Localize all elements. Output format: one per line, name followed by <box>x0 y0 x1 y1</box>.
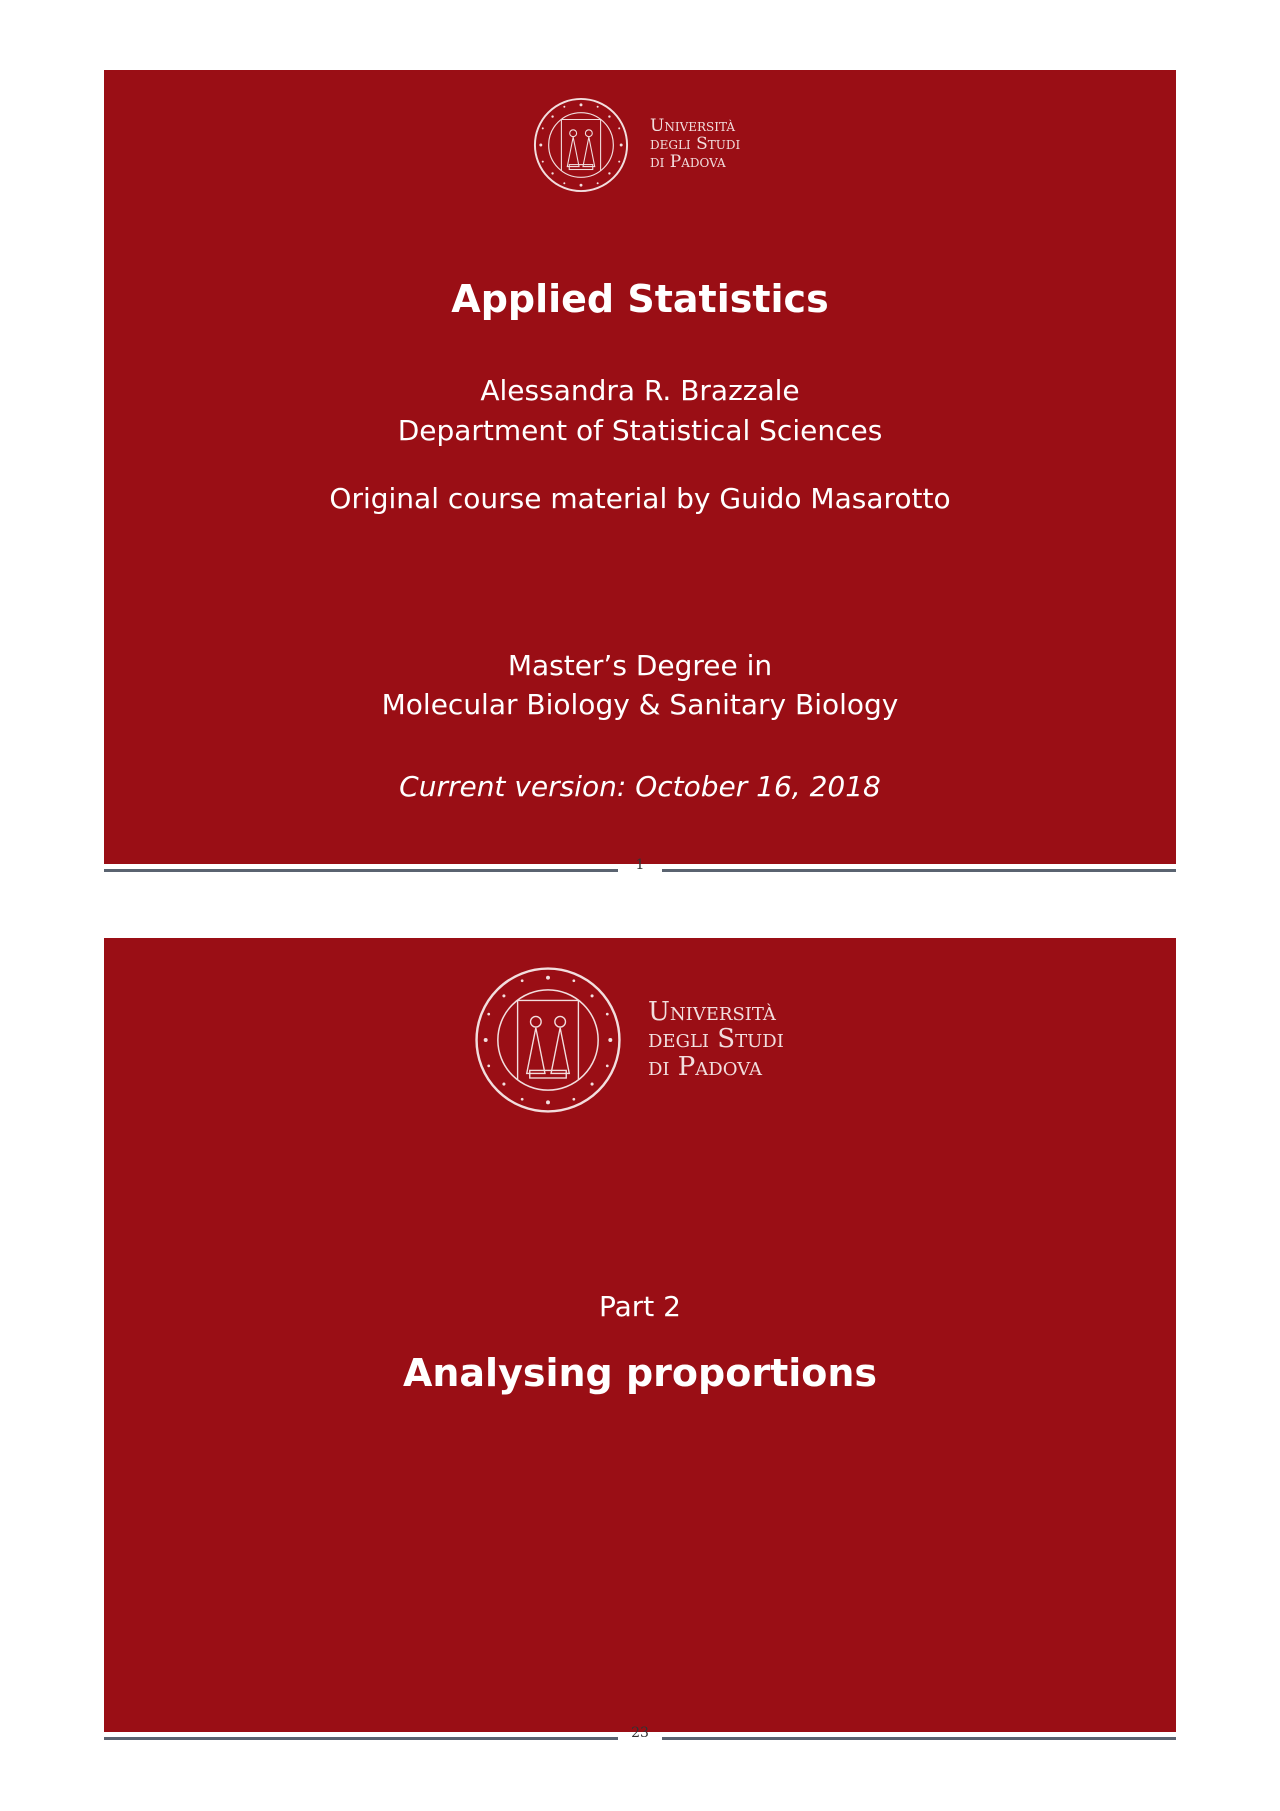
author-name: Alessandra R. Brazzale <box>480 374 800 407</box>
part-label: Part 2 <box>599 1290 681 1323</box>
university-name <box>648 999 784 1081</box>
logo-line-2: degli Studi <box>648 1024 784 1055</box>
university-logo <box>472 964 784 1116</box>
page-number: 23 <box>631 1725 649 1741</box>
course-credit: Original course material by Guido Masarotto <box>329 482 951 515</box>
logo-line-1: Università <box>648 997 776 1028</box>
version-date: Current version: October 16, 2018 <box>399 770 881 803</box>
title-slide <box>104 70 1176 864</box>
department-name: Department of Statistical Sciences <box>397 414 883 447</box>
page-number: 1 <box>635 857 645 873</box>
logo-line-3: di Padova <box>648 1051 762 1082</box>
footer-rule-right <box>662 869 1176 872</box>
degree-line-2: Molecular Biology & Sanitary Biology <box>381 688 899 721</box>
degree-line-1: Master’s Degree in <box>507 649 773 682</box>
university-seal-icon <box>532 96 630 194</box>
footer-rule-left <box>104 1737 618 1740</box>
footer-rule-right <box>662 1737 1176 1740</box>
logo-line-3: di Padova <box>650 151 726 172</box>
university-logo <box>532 96 740 194</box>
slide-title: Applied Statistics <box>451 277 829 321</box>
footer-rule-left <box>104 869 618 872</box>
part-slide <box>104 938 1176 1732</box>
part-title: Analysing proportions <box>402 1351 878 1395</box>
logo-line-1: Università <box>650 116 736 137</box>
logo-line-2: degli Studi <box>650 134 741 155</box>
university-name <box>650 118 740 172</box>
university-seal-icon <box>472 964 624 1116</box>
